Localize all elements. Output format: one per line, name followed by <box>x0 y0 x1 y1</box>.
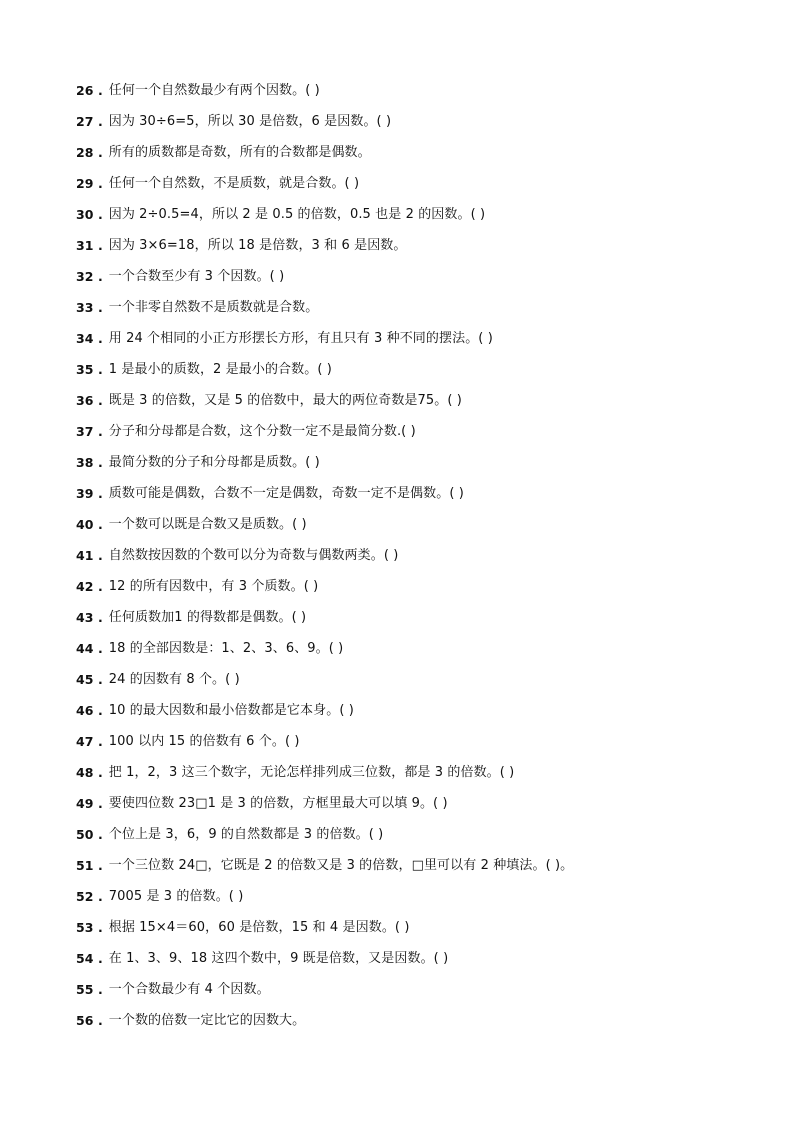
question-number: 51 <box>76 858 94 873</box>
question-number: 27 <box>76 114 94 129</box>
question-text: 要使四位数 23□1 是 3 的倍数，方框里最大可以填 9。( ) <box>108 796 448 811</box>
question-number: 49 <box>76 796 94 811</box>
question-number-dot: . <box>98 486 103 501</box>
question-text: 一个数可以既是合数又是质数。( ) <box>108 517 307 532</box>
question-item <box>76 824 776 855</box>
question-number-dot: . <box>98 145 103 160</box>
question-item <box>76 452 776 483</box>
question-text: 所有的质数都是奇数，所有的合数都是偶数。 <box>108 145 371 160</box>
question-number: 46 <box>76 703 94 718</box>
question-number-dot: . <box>98 176 103 191</box>
question-number-dot: . <box>98 982 103 997</box>
question-number-dot: . <box>98 424 103 439</box>
question-item <box>76 979 776 1010</box>
question-text: 12 的所有因数中，有 3 个质数。( ) <box>108 579 319 594</box>
question-number-dot: . <box>98 238 103 253</box>
question-number: 44 <box>76 641 94 656</box>
question-text: 1 是最小的质数，2 是最小的合数。( ) <box>108 362 332 377</box>
question-number: 28 <box>76 145 94 160</box>
question-item <box>76 793 776 824</box>
question-number-dot: . <box>98 362 103 377</box>
question-item <box>76 359 776 390</box>
question-number: 45 <box>76 672 94 687</box>
question-number-dot: . <box>98 331 103 346</box>
question-number-dot: . <box>98 1013 103 1028</box>
question-number: 53 <box>76 920 94 935</box>
question-text: 任何一个自然数，不是质数，就是合数。( ) <box>108 176 360 191</box>
question-number: 55 <box>76 982 94 997</box>
question-item <box>76 483 776 514</box>
question-number-dot: . <box>98 83 103 98</box>
question-number: 52 <box>76 889 94 904</box>
question-item <box>76 1010 776 1041</box>
question-item <box>76 886 776 917</box>
question-item <box>76 700 776 731</box>
question-item <box>76 669 776 700</box>
question-item <box>76 762 776 793</box>
question-list <box>76 80 776 1041</box>
question-item <box>76 204 776 235</box>
question-item <box>76 173 776 204</box>
question-item <box>76 297 776 328</box>
question-number-dot: . <box>98 579 103 594</box>
question-text: 18 的全部因数是：1、2、3、6、9。( ) <box>108 641 344 656</box>
question-number-dot: . <box>98 765 103 780</box>
question-number: 38 <box>76 455 94 470</box>
question-number: 26 <box>76 83 94 98</box>
question-number-dot: . <box>98 207 103 222</box>
question-text: 一个非零自然数不是质数就是合数。 <box>108 300 319 315</box>
question-item <box>76 638 776 669</box>
question-item <box>76 545 776 576</box>
question-item <box>76 142 776 173</box>
question-item <box>76 111 776 142</box>
question-number: 41 <box>76 548 94 563</box>
question-text: 在 1、3、9、18 这四个数中，9 既是倍数，又是因数。( ) <box>108 951 449 966</box>
question-item <box>76 328 776 359</box>
question-number-dot: . <box>98 269 103 284</box>
question-text: 100 以内 15 的倍数有 6 个。( ) <box>108 734 300 749</box>
question-item <box>76 855 776 886</box>
question-text: 因为 2÷0.5=4，所以 2 是 0.5 的倍数，0.5 也是 2 的因数。( ) <box>108 207 486 222</box>
question-number-dot: . <box>98 827 103 842</box>
question-number: 36 <box>76 393 94 408</box>
question-text: 既是 3 的倍数，又是 5 的倍数中，最大的两位奇数是75。( ) <box>108 393 462 408</box>
question-text: 因为 3×6=18，所以 18 是倍数，3 和 6 是因数。 <box>108 238 407 253</box>
question-text: 因为 30÷6=5，所以 30 是倍数，6 是因数。( ) <box>108 114 392 129</box>
question-text: 个位上是 3，6，9 的自然数都是 3 的倍数。( ) <box>108 827 384 842</box>
question-number: 39 <box>76 486 94 501</box>
question-text: 分子和分母都是合数，这个分数一定不是最简分数.( ) <box>108 424 416 439</box>
question-text: 根据 15×4＝60，60 是倍数，15 和 4 是因数。( ) <box>108 920 410 935</box>
question-number: 40 <box>76 517 94 532</box>
question-number: 43 <box>76 610 94 625</box>
question-text: 质数可能是偶数，合数不一定是偶数，奇数一定不是偶数。( ) <box>108 486 464 501</box>
question-item <box>76 390 776 421</box>
question-text: 10 的最大因数和最小倍数都是它本身。( ) <box>108 703 354 718</box>
question-item <box>76 235 776 266</box>
question-item <box>76 607 776 638</box>
question-number: 35 <box>76 362 94 377</box>
question-item <box>76 266 776 297</box>
question-item <box>76 917 776 948</box>
question-text: 24 的因数有 8 个。( ) <box>108 672 240 687</box>
question-number: 47 <box>76 734 94 749</box>
question-number: 54 <box>76 951 94 966</box>
question-number: 50 <box>76 827 94 842</box>
question-number: 29 <box>76 176 94 191</box>
question-text: 任何一个自然数最少有两个因数。( ) <box>108 83 320 98</box>
question-number-dot: . <box>98 114 103 129</box>
question-number: 30 <box>76 207 94 222</box>
question-number: 31 <box>76 238 94 253</box>
question-number: 32 <box>76 269 94 284</box>
question-number: 37 <box>76 424 94 439</box>
question-number: 42 <box>76 579 94 594</box>
question-text: 一个数的倍数一定比它的因数大。 <box>108 1013 306 1028</box>
question-number-dot: . <box>98 393 103 408</box>
question-item <box>76 576 776 607</box>
question-number-dot: . <box>98 548 103 563</box>
question-number-dot: . <box>98 455 103 470</box>
question-number-dot: . <box>98 300 103 315</box>
question-number: 56 <box>76 1013 94 1028</box>
question-text: 自然数按因数的个数可以分为奇数与偶数两类。( ) <box>108 548 399 563</box>
question-text: 任何质数加1 的得数都是偶数。( ) <box>108 610 307 625</box>
question-number: 48 <box>76 765 94 780</box>
question-number-dot: . <box>98 641 103 656</box>
question-text: 一个合数至少有 3 个因数。( ) <box>108 269 285 284</box>
question-number-dot: . <box>98 610 103 625</box>
question-number-dot: . <box>98 920 103 935</box>
question-text: 把 1，2，3 这三个数字，无论怎样排列成三位数，都是 3 的倍数。( ) <box>108 765 515 780</box>
question-number-dot: . <box>98 951 103 966</box>
question-item <box>76 514 776 545</box>
question-number: 34 <box>76 331 94 346</box>
question-item <box>76 948 776 979</box>
question-text: 最简分数的分子和分母都是质数。( ) <box>108 455 320 470</box>
question-number-dot: . <box>98 796 103 811</box>
question-number-dot: . <box>98 703 103 718</box>
question-item <box>76 731 776 762</box>
question-number-dot: . <box>98 734 103 749</box>
question-text: 一个合数最少有 4 个因数。 <box>108 982 270 997</box>
question-item <box>76 421 776 452</box>
question-text: 一个三位数 24□，它既是 2 的倍数又是 3 的倍数，□里可以有 2 种填法。( )。 <box>108 858 574 873</box>
question-item <box>76 80 776 111</box>
question-text: 7005 是 3 的倍数。( ) <box>108 889 244 904</box>
question-number: 33 <box>76 300 94 315</box>
question-number-dot: . <box>98 517 103 532</box>
question-number-dot: . <box>98 889 103 904</box>
question-number-dot: . <box>98 672 103 687</box>
question-number-dot: . <box>98 858 103 873</box>
question-text: 用 24 个相同的小正方形摆长方形，有且只有 3 种不同的摆法。( ) <box>108 331 493 346</box>
